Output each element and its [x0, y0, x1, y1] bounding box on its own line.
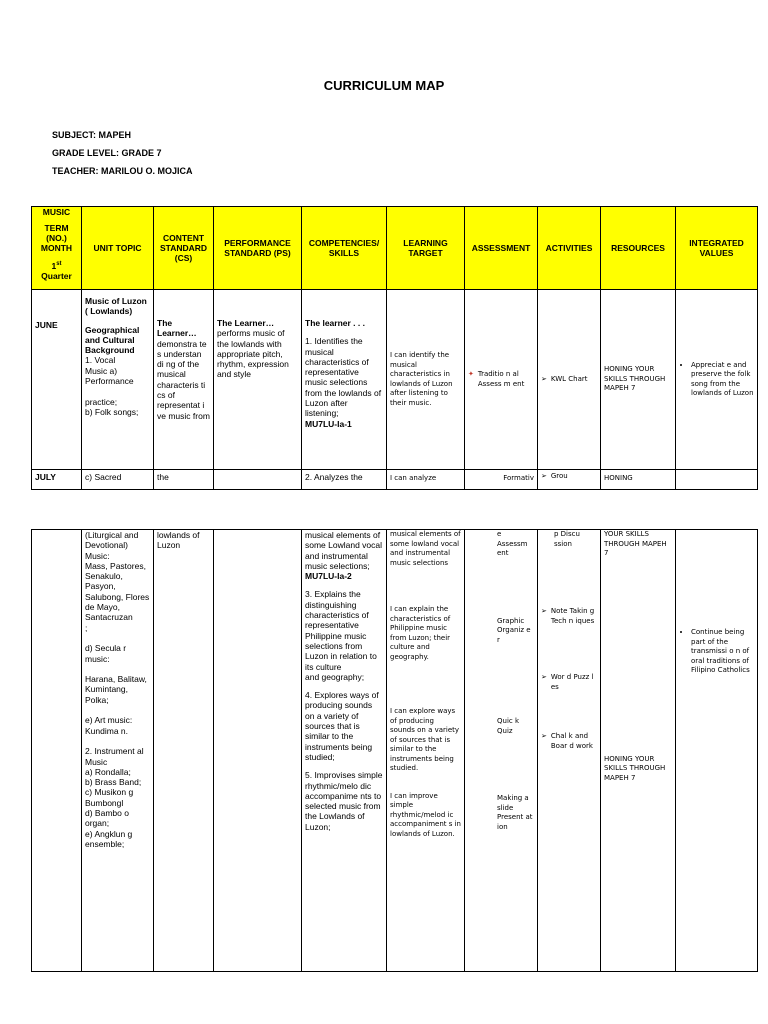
header-competencies: COMPETENCIES/ SKILLS — [302, 207, 387, 290]
assessment-cell — [465, 530, 538, 972]
performance-standard-cell — [214, 290, 302, 470]
header-integrated-values: INTEGRATED VALUES — [676, 207, 758, 290]
assessment-cell: Formativ — [465, 470, 538, 490]
header-assessment: ASSESSMENT — [465, 207, 538, 290]
content-standard-cell — [154, 290, 214, 470]
competencies-cell — [302, 530, 387, 972]
activity-text-2: Note Takin g Tech n iques — [550, 607, 595, 625]
content-standard-cell — [154, 530, 214, 972]
header-term-quarter: 1st Quarter — [41, 260, 72, 281]
assessment-text-4: Making a slide Present at ion — [497, 794, 533, 831]
table-row-july-continued — [32, 530, 758, 972]
header-activities: ACTIVITIES — [538, 207, 601, 290]
arrow-bullet-icon: ➢ — [541, 732, 547, 740]
comp-code-2: MU7LU-Ia-2 — [305, 571, 352, 582]
header-term-label: TERM (NO.) MONTH — [40, 223, 73, 253]
learning-target-cell — [387, 290, 465, 470]
content-standard-cell: the — [154, 470, 214, 490]
performance-standard-cell — [214, 530, 302, 972]
assessment-text: Traditio n al Assess m ent — [477, 370, 525, 388]
values-cell — [676, 470, 758, 490]
learning-target-cell: I can analyze — [387, 470, 465, 490]
arrow-bullet-icon: ➢ — [541, 472, 547, 480]
unit-topic-cell: c) Sacred — [82, 470, 154, 490]
values-cell — [676, 530, 758, 972]
resources-cell: HONING — [601, 470, 676, 490]
page-title: CURRICULUM MAP — [323, 78, 445, 93]
cs-heading: The Learner… — [157, 318, 197, 339]
comp-body-3: 3. Explains the distinguishing characteristics of representative Philippine music selections from Luzon in relation to its culture and geography; — [305, 589, 377, 682]
learning-target-text-3: I can explore ways of producing sounds on a variety of sources that is similar to the instruments being studied. — [390, 707, 460, 772]
activity-text: KWL Chart — [550, 374, 588, 383]
header-term — [32, 207, 82, 290]
arrow-bullet-icon: ➢ — [541, 607, 547, 615]
unit-list: (Liturgical and Devotional) Music: Mass, Pastores, Senakulo, Pasyon, Salubong, Flores de Mayo, Santacruzan ; d) Secula r music: Harana, Balitaw, Kumintang, Polka; e) Art music: Kundima n. 2. Instrument al Music a) Rondalla; b) Brass Band; c) Musikon g Bumbongl d) Bambo o organ; e) Angklun g ensemble; — [85, 530, 150, 849]
unit-topic-cell — [82, 290, 154, 470]
diamond-bullet-icon: ✦ — [468, 370, 474, 378]
activities-cell — [538, 290, 601, 470]
header-unit-topic: UNIT TOPIC — [82, 207, 154, 290]
arrow-bullet-icon: ➢ — [541, 673, 547, 681]
curriculum-table-page2 — [31, 529, 758, 972]
performance-standard-cell — [214, 470, 302, 490]
assessment-text-2: Graphic Organiz e r — [497, 616, 531, 644]
unit-list: 1. Vocal Music a) Performance practice; b) Folk songs; — [85, 355, 139, 417]
competencies-cell — [302, 290, 387, 470]
values-text: • Continue being part of the transmissi o n of oral traditions of Filipino Catholics — [691, 628, 754, 676]
resources-text-1: YOUR SKILLS THROUGH MAPEH 7 — [604, 530, 667, 557]
comp-body-2: musical elements of some Lowland vocal and instrumental music selections; — [305, 530, 383, 571]
header-learning-target: LEARNING TARGET — [387, 207, 465, 290]
header-term-music: MUSIC — [42, 207, 71, 217]
assessment-text-3: Quic k Quiz — [497, 717, 520, 735]
values-text: • Appreciat e and preserve the folk song from the lowlands of Luzon — [691, 361, 754, 399]
comp-body-4: 4. Explores ways of producing sounds on a variety of sources that is similar to the instruments being studied; — [305, 690, 379, 762]
learning-target-cell — [387, 530, 465, 972]
cs-body: lowlands of Luzon — [157, 530, 200, 551]
comp-heading: The learner . . . — [305, 318, 365, 328]
activities-cell: ➢ Grou — [538, 470, 601, 490]
assessment-text-1: e Assessm ent — [497, 530, 528, 557]
activity-text-4: Chal k and Boar d work — [550, 732, 593, 750]
ps-body: performs music of the lowlands with appropriate pitch, rhythm, expression and style — [217, 328, 289, 380]
unit-subtitle: Geographical and Cultural Background — [85, 324, 140, 356]
month-cell: JULY — [32, 470, 82, 490]
resources-cell — [601, 290, 676, 470]
header-resources: RESOURCES — [601, 207, 676, 290]
learning-target-text-2: I can explain the characteristics of Philippine music from Luzon; their culture and geography. — [390, 605, 451, 661]
activity-text-1: p Discu ssion — [554, 530, 580, 548]
arrow-bullet-icon: ➢ — [541, 374, 547, 383]
curriculum-table-page1 — [31, 206, 758, 490]
activities-cell — [538, 530, 601, 972]
ps-heading: The Learner… — [217, 318, 275, 328]
learning-target-text: I can identify the musical characteristics in lowlands of Luzon after listening to their music. — [390, 351, 453, 407]
month-cell — [32, 530, 82, 972]
unit-topic-cell — [82, 530, 154, 972]
grade-level-line: GRADE LEVEL: GRADE 7 — [52, 148, 162, 158]
values-cell — [676, 290, 758, 470]
header-performance-standard: PERFORMANCE STANDARD (PS) — [214, 207, 302, 290]
resources-text: HONING YOUR SKILLS THROUGH MAPEH 7 — [604, 365, 666, 393]
table-row-june — [32, 290, 758, 470]
month-cell: JUNE — [32, 290, 82, 470]
comp-code: MU7LU-Ia-1 — [305, 418, 352, 429]
table-row-july — [32, 470, 758, 490]
comp-body-5: 5. Improvises simple rhythmic/melo dic accompanime nts to selected music from the Lowlands of Luzon; — [305, 770, 383, 832]
header-content-standard: CONTENT STANDARD (CS) — [154, 207, 214, 290]
resources-cell — [601, 530, 676, 972]
learning-target-text-4: I can improve simple rhythmic/melod ic accompaniment s in lowlands of Luzon. — [390, 791, 461, 838]
resources-text-2: HONING YOUR SKILLS THROUGH MAPEH 7 — [604, 754, 666, 782]
comp-body: 1. Identifies the musical characteristics of representative music selections from the lowlands of Luzon after listening; — [305, 336, 382, 419]
cs-body: demonstra te s understan di ng of the musical characteris ti cs of representat i ve music from — [157, 338, 210, 421]
assessment-cell — [465, 290, 538, 470]
subject-line: SUBJECT: MAPEH — [52, 130, 132, 140]
teacher-line: TEACHER: MARILOU O. MOJICA — [52, 166, 193, 176]
activity-text-3: Wor d Puzz l es — [550, 673, 594, 691]
competencies-cell: 2. Analyzes the — [302, 470, 387, 490]
learning-target-text-1: musical elements of some lowland vocal and instrumental music selections — [390, 530, 461, 567]
unit-title: Music of Luzon ( Lowlands) — [85, 296, 147, 317]
